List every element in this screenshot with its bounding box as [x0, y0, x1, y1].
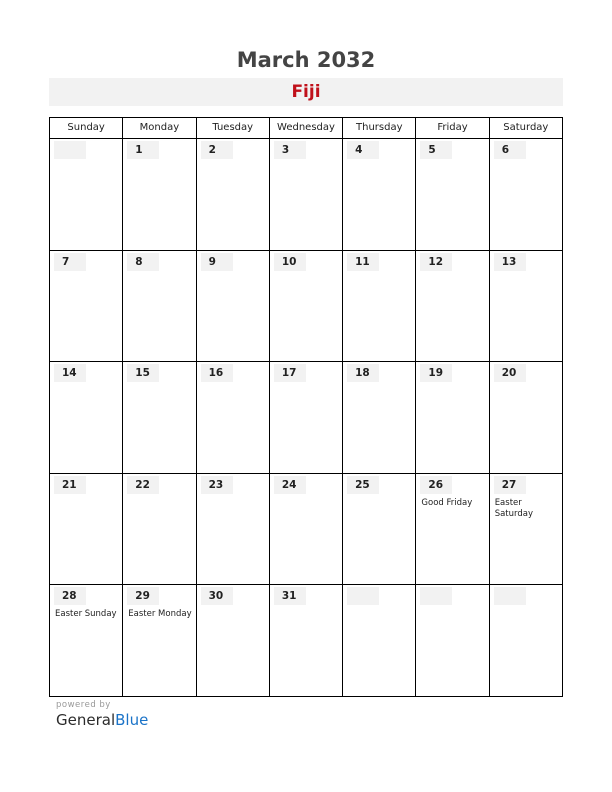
day-number: 20: [494, 364, 526, 382]
day-number: 13: [494, 253, 526, 271]
day-number: 2: [201, 141, 233, 159]
day-number: 9: [201, 253, 233, 271]
day-number: 12: [420, 253, 452, 271]
day-number: 5: [420, 141, 452, 159]
day-cell: [416, 362, 489, 473]
day-number: [494, 587, 526, 605]
day-number: 1: [127, 141, 159, 159]
day-cell: [50, 362, 123, 473]
calendar-week: [50, 362, 562, 474]
day-cell: [490, 251, 562, 362]
day-cell: [490, 139, 562, 250]
day-number: 23: [201, 476, 233, 494]
day-number: 4: [347, 141, 379, 159]
day-cell: [490, 362, 562, 473]
day-cell: [50, 474, 123, 585]
calendar-week: [50, 474, 562, 586]
day-number: [347, 587, 379, 605]
day-cell: [343, 251, 416, 362]
day-number: 7: [54, 253, 86, 271]
day-cell: [416, 251, 489, 362]
day-cell: [123, 585, 196, 697]
day-number: 18: [347, 364, 379, 382]
day-number: 14: [54, 364, 86, 382]
day-number: 27: [494, 476, 526, 494]
day-number: 6: [494, 141, 526, 159]
day-cell: [343, 474, 416, 585]
weekday-wednesday: Wednesday: [270, 118, 343, 138]
day-cell: [343, 139, 416, 250]
brand-blue: Blue: [115, 711, 149, 729]
day-number: 26: [420, 476, 452, 494]
calendar-week: [50, 139, 562, 251]
calendar-weeks: [50, 139, 562, 697]
day-cell: [270, 474, 343, 585]
day-cell: [270, 585, 343, 697]
day-number: 31: [274, 587, 306, 605]
day-number: 30: [201, 587, 233, 605]
day-number: 16: [201, 364, 233, 382]
page-title: March 2032: [236, 48, 376, 72]
day-cell: [490, 474, 562, 585]
weekday-tuesday: Tuesday: [197, 118, 270, 138]
day-number: 21: [54, 476, 86, 494]
day-number: 17: [274, 364, 306, 382]
day-cell: [416, 585, 489, 697]
day-cell: [197, 251, 270, 362]
calendar-grid: [49, 117, 563, 697]
day-cell: [123, 139, 196, 250]
weekday-header-row: [50, 118, 562, 139]
day-cell: [123, 362, 196, 473]
day-number: 3: [274, 141, 306, 159]
day-cell: [270, 251, 343, 362]
day-cell: [50, 139, 123, 250]
day-cell: [343, 362, 416, 473]
day-number: 10: [274, 253, 306, 271]
day-number: 28: [54, 587, 86, 605]
brand-general: General: [56, 711, 116, 729]
country-name: Fiji: [291, 82, 321, 102]
day-cell: [270, 362, 343, 473]
day-number: [420, 587, 452, 605]
day-number: 25: [347, 476, 379, 494]
day-number: 19: [420, 364, 452, 382]
day-cell: [416, 139, 489, 250]
day-cell: [197, 362, 270, 473]
weekday-monday: Monday: [123, 118, 196, 138]
country-banner: [49, 78, 563, 106]
weekday-friday: Friday: [416, 118, 489, 138]
day-cell: [197, 139, 270, 250]
day-number: 15: [127, 364, 159, 382]
weekday-sunday: Sunday: [50, 118, 123, 138]
day-cell: [197, 474, 270, 585]
day-cell: [490, 585, 562, 697]
day-cell: [270, 139, 343, 250]
day-cell: [50, 251, 123, 362]
holiday-label: Good Friday: [421, 497, 473, 508]
holiday-label: Easter Sunday: [55, 609, 117, 620]
day-number: 24: [274, 476, 306, 494]
day-cell: [123, 474, 196, 585]
day-cell: [50, 585, 123, 697]
day-cell: [123, 251, 196, 362]
powered-by-text: powered by: [56, 700, 111, 710]
holiday-label: Easter Saturday: [494, 497, 533, 519]
brand-logo: [56, 711, 148, 729]
day-number: 22: [127, 476, 159, 494]
footer: [56, 700, 148, 729]
day-cell: [343, 585, 416, 697]
calendar-week: [50, 585, 562, 697]
day-cell: [416, 474, 489, 585]
weekday-thursday: Thursday: [343, 118, 416, 138]
holiday-label: Easter Monday: [128, 609, 192, 620]
day-cell: [197, 585, 270, 697]
day-number: 29: [127, 587, 159, 605]
day-number: [54, 141, 86, 159]
day-number: 11: [347, 253, 379, 271]
calendar-week: [50, 251, 562, 363]
weekday-saturday: Saturday: [503, 122, 549, 133]
day-number: 8: [127, 253, 159, 271]
